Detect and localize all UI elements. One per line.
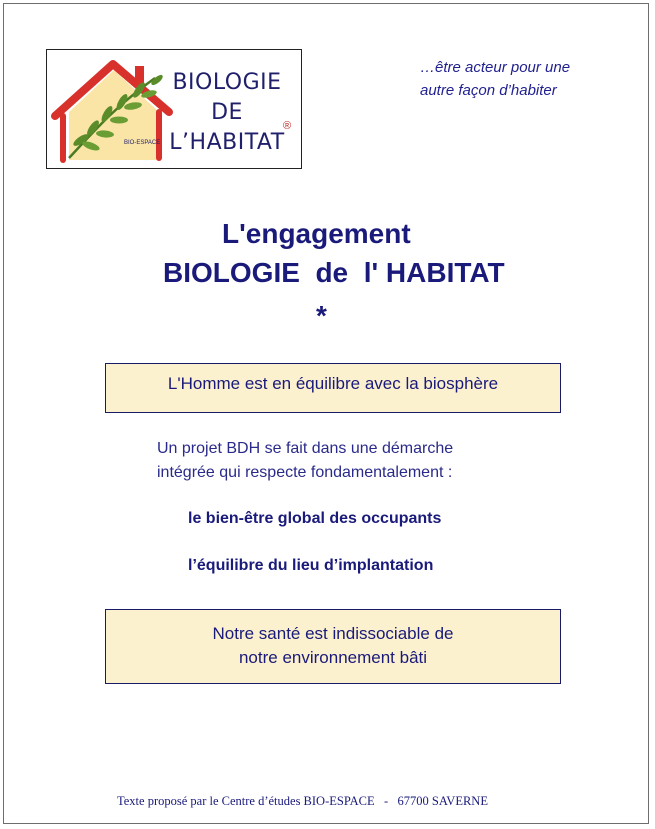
- logo-line-2: DE: [211, 100, 243, 125]
- title-asterisk: *: [316, 300, 327, 331]
- logo-line-1: BIOLOGIE: [172, 70, 282, 95]
- logo-line-3: L’HABITAT: [169, 130, 285, 155]
- callout-health-line-2: notre environnement bâti: [238, 648, 428, 667]
- intro-line-2: intégrée qui respecte fondamentalement :: [157, 464, 453, 481]
- callout-biosphere-text: L'Homme est en équilibre avec la biosphère: [167, 374, 499, 393]
- callout-biosphere: [105, 363, 561, 413]
- footer-credit: Texte proposé par le Centre d’études BIO-ESPACE - 67700 SAVERNE: [117, 794, 488, 808]
- tagline-line-2: autre façon d’habiter: [420, 82, 557, 99]
- tagline: [420, 56, 610, 102]
- title-line-2: BIOLOGIE de l' HABITAT: [163, 257, 505, 288]
- title-line-1: L'engagement: [222, 218, 411, 249]
- point-wellbeing: le bien-être global des occupants: [188, 510, 442, 527]
- registered-mark: ®: [283, 120, 292, 132]
- logo-small-text: BIO-ESPACE: [124, 140, 161, 146]
- tagline-line-1: …être acteur pour une: [420, 59, 571, 76]
- callout-health-line-1: Notre santé est indissociable de: [212, 624, 454, 643]
- callout-health: [105, 609, 561, 684]
- intro-line-1: Un projet BDH se fait dans une démarche: [157, 440, 454, 457]
- logo: [46, 49, 302, 169]
- intro-paragraph: [157, 437, 453, 485]
- point-site-balance: l’équilibre du lieu d’implantation: [188, 557, 434, 574]
